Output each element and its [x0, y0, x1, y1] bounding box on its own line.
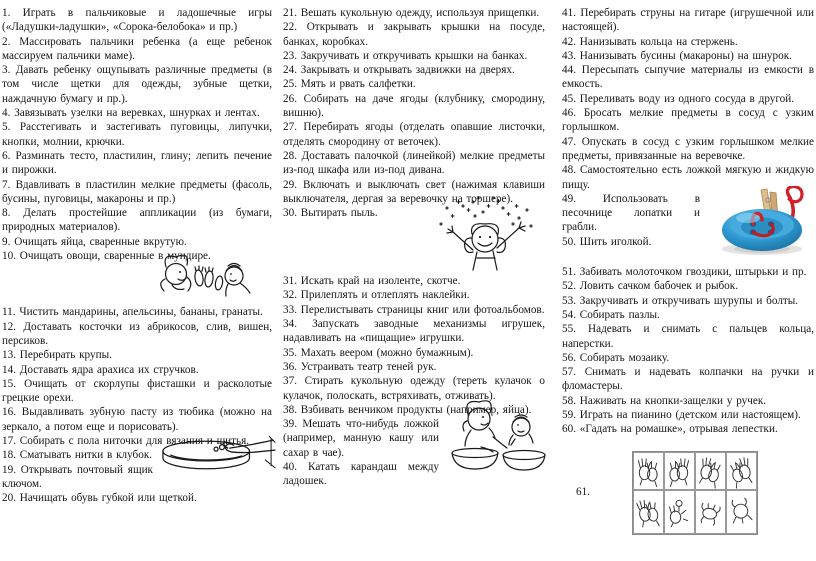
- list-item: 15. Очищать от скорлупы фисташки и расколотые грецкие орехи.: [2, 377, 272, 405]
- hand-exercise-icon: [695, 452, 726, 490]
- list-item: 30. Вытирать пыль.: [283, 207, 378, 220]
- hand-exercise-icon: [726, 490, 757, 534]
- list-item: 60. «Гадать на ромашке», отрывая лепестки.: [562, 423, 778, 436]
- item-61-row: [562, 451, 814, 535]
- list-item: 59. Играть на пианино (детском или настоящем).: [562, 409, 801, 422]
- list-item: 21. Вешать кукольную одежду, используя прищепки.: [283, 7, 540, 19]
- list-item: 20. Начищать обувь губкой или щеткой.: [2, 492, 197, 505]
- list-item: 6. Разминать тесто, пластилин, глину; лепить печение и пирожки.: [2, 149, 272, 177]
- hand-exercise-icon: [726, 452, 757, 490]
- list-item: 19. Открывать почтовый ящик ключом.: [2, 463, 153, 490]
- hand-exercise-icon: [633, 452, 664, 490]
- list-item: 34. Запускать заводные механизмы игрушек, надавливать на «пищащие» игрушки.: [283, 318, 545, 345]
- list-item: 2. Массировать пальчики ребенка (а еще ребенок массируем пальчики маме).: [2, 35, 272, 62]
- list-item: 23. Закручивать и откручивать крышки на банках.: [283, 49, 528, 62]
- list-item: 24. Закрывать и открывать задвижки на дверях.: [283, 64, 515, 77]
- list-item: 43. Нанизывать бусины (макароны) на шнурок.: [562, 49, 792, 62]
- list-item: 45. Переливать воду из одного сосуда в другой.: [562, 92, 795, 105]
- list-item: 1. Играть в пальчиковые и ладошечные игры («Ладушки-ладушки», «Сорока-белобока» и пр.): [2, 7, 272, 34]
- list-item: 53. Закручивать и откручивать шурупы и болты.: [562, 294, 799, 307]
- list-item: 7. Вдавливать в пластилин мелкие предметы (фасоль, бусины, пуговицы, макароны и пр.): [2, 178, 272, 205]
- list-item: 37. Стирать кукольную одежду (тереть кулачок о кулачок, полоскать, встряхивать, отживать).: [283, 375, 545, 402]
- list-item: 26. Собирать на даче ягоды (клубнику, смородину, вишню).: [283, 92, 545, 120]
- list-item: 27. Перебирать ягоды (отделать опавшие листочки, отделять смородину от веточек).: [283, 121, 545, 148]
- list-item: 3. Давать ребенку ощупывать различные предметы (в том числе щетки для одежды, зубные щетки, наждачную бумагу и пр.).: [2, 64, 272, 105]
- list-item: 55. Надевать и снимать с пальцев кольца, наперстки.: [562, 323, 814, 350]
- list-item: 48. Самостоятельно есть ложкой мягкую и жидкую пищу.: [562, 164, 814, 191]
- list-item: 54. Собирать пазлы.: [562, 308, 660, 321]
- list-item: 22. Открывать и закрывать крышки на посуде, банках, коробках.: [283, 21, 545, 48]
- list-item: 40. Катать карандаш между ладошек.: [283, 461, 439, 488]
- list-item: 12. Доставать косточки из абрикосов, слив, вишен, персиков.: [2, 320, 272, 347]
- list-item: 31. Искать край на изоленте, скотче.: [283, 275, 461, 288]
- list-item: 46. Бросать мелкие предметы в сосуд с узким горлышком.: [562, 107, 814, 134]
- list-item: 32. Прилеплять и отлеплять наклейки.: [283, 289, 470, 302]
- list-item: 13. Перебирать крупы.: [2, 349, 112, 362]
- list-item: 42. Нанизывать кольца на стержень.: [562, 35, 738, 48]
- list-item: 44. Пересыпать сыпучие материалы из емкости в емкость.: [562, 64, 814, 91]
- list-item: 5. Расстегивать и застегивать пуговицы, липучки, кнопки, молнии, крючки.: [2, 121, 272, 148]
- list-item: 58. Наживать на кнопки-защелки у ручек.: [562, 394, 767, 407]
- list-item: 38. Взбивать венчиком продукты (например, яйца).: [283, 403, 532, 416]
- list-item: 51. Забивать молоточком гвоздики, штырьки и пр.: [562, 266, 807, 279]
- list-item: 28. Доставать палочкой (линейкой) мелкие предметы из-под шкафа или из-под дивана.: [283, 149, 545, 177]
- text-column-2: [283, 6, 545, 561]
- list-item: 25. Мять и рвать салфетки.: [283, 78, 416, 91]
- text-column-1: [2, 6, 272, 561]
- hand-exercise-icon: [664, 490, 695, 534]
- list-item: 36. Устраивать театр теней рук.: [283, 360, 437, 373]
- list-item: 33. Перелистывать страницы книг или фотоальбомов.: [283, 303, 545, 316]
- list-item: 47. Опускать в сосуд с узким горлышком мелкие предметы, привязанные на веревочке.: [562, 135, 814, 162]
- list-item: 50. Шить иголкой.: [562, 235, 652, 248]
- list-item: 57. Снимать и надевать колпачки на ручки и фломастеры.: [562, 366, 814, 393]
- list-item: 35. Махать веером (можно бумажным).: [283, 346, 474, 359]
- list-item: 10. Очищать овощи, сваренные в мундире.: [2, 250, 211, 263]
- button-photo: [706, 186, 816, 258]
- list-item: 49. Использовать в песочнице лопатки и грабли.: [562, 192, 700, 234]
- list-item: 17. Собирать с пола ниточки для вязания и шитья.: [2, 435, 250, 448]
- list-item: 18. Сматывать нитки в клубок.: [2, 449, 153, 462]
- list-item: 14. Доставать ядра арахиса их стручков.: [2, 363, 199, 376]
- list-item: 4. Завязывать узелки на веревках, шнурках и лентах.: [2, 107, 260, 120]
- hand-exercise-icon: [695, 490, 726, 534]
- list-item: 52. Ловить сачком бабочек и рыбок.: [562, 280, 739, 293]
- hand-exercise-icon: [664, 452, 695, 490]
- list-item: 39. Мешать что-нибудь ложкой (например, манную кашу или сахар в чае).: [283, 418, 439, 459]
- list-item: 29. Включать и выключать свет (нажимая клавиши выключателя, дергая за веревочку на торшере).: [283, 178, 545, 205]
- list-item: 56. Собирать мозаику.: [562, 351, 670, 364]
- item-61-number: 61.: [576, 486, 590, 499]
- list-item: 8. Делать простейшие аппликации (из бумаги, природных материалов).: [2, 207, 272, 234]
- list-item: 11. Чистить мандарины, апельсины, бананы, гранаты.: [2, 306, 263, 319]
- hand-exercise-icon: [633, 490, 664, 534]
- list-item: 16. Выдавливать зубную пасту из тюбика (можно на зеркало, а потом еще и порисовать).: [2, 406, 272, 433]
- hands-grid: [632, 451, 758, 535]
- list-item: 41. Перебирать струны на гитаре (игрушечной или настоящей).: [562, 7, 814, 34]
- text-column-3: [562, 6, 814, 561]
- list-item: 9. Очищать яйца, сваренные вкрутую.: [2, 235, 187, 248]
